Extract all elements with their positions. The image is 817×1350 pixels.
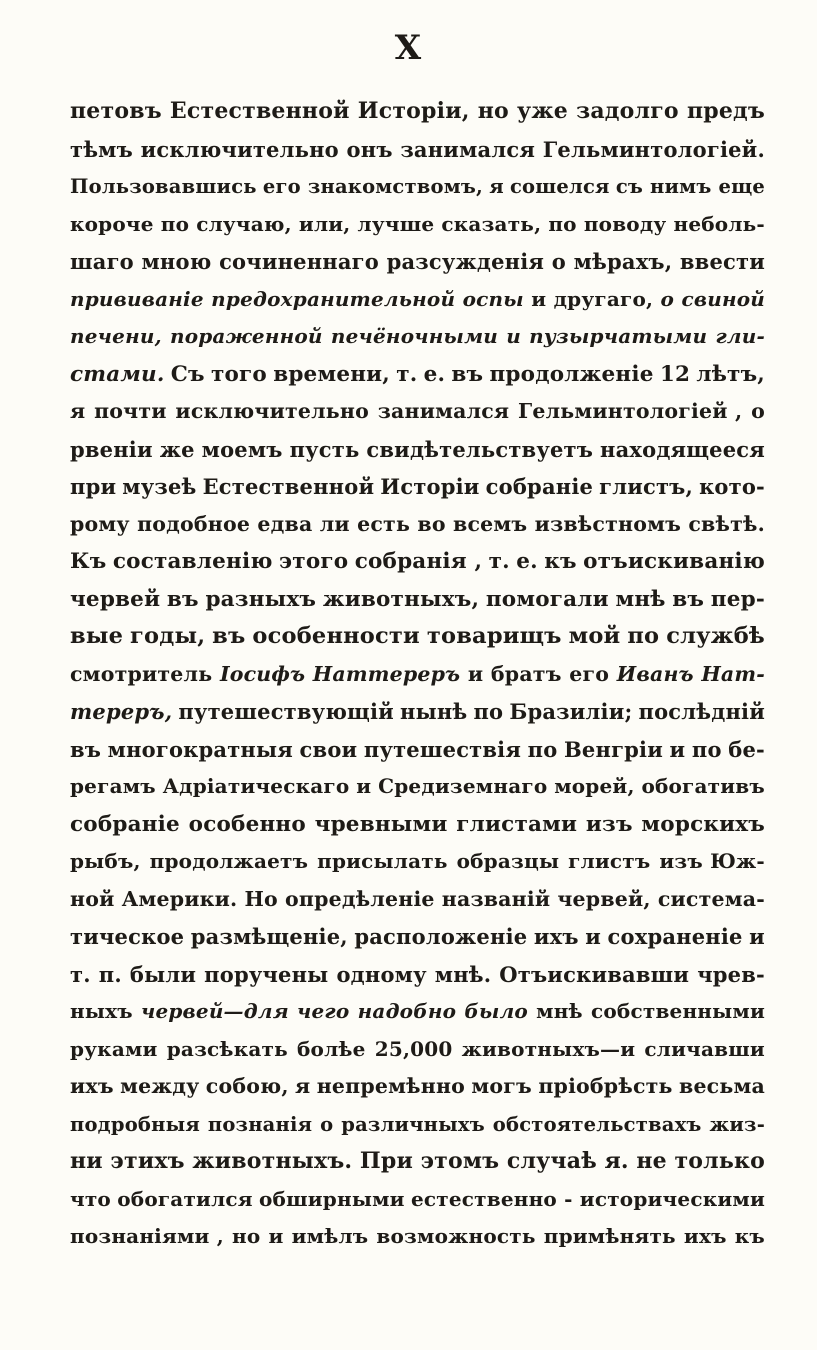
word: и xyxy=(669,736,686,762)
word: ныхъ xyxy=(70,999,133,1023)
word: собранія , xyxy=(354,549,483,574)
word: Отъискивавши xyxy=(499,961,690,987)
word: едва xyxy=(257,511,313,536)
word: мнѣ xyxy=(536,999,583,1023)
word: т. xyxy=(396,361,418,387)
word: Пользовавшись xyxy=(70,175,257,198)
word: исключительно xyxy=(140,136,339,162)
italic-word: свиной xyxy=(681,286,765,311)
word: кото- xyxy=(699,474,765,499)
word: отъискиванію xyxy=(583,549,765,574)
italic-word: печёночными xyxy=(330,324,499,348)
word: присылать xyxy=(317,849,448,873)
word: Исторіи, xyxy=(357,98,470,124)
italic-word: прививаніе xyxy=(70,286,204,311)
word: разныхъ xyxy=(205,586,317,612)
word: и xyxy=(531,286,547,311)
word: я xyxy=(295,1074,311,1098)
text-line xyxy=(70,956,765,994)
word: ихъ xyxy=(683,1224,727,1248)
word: собраніе xyxy=(485,474,594,499)
word: я xyxy=(489,175,504,198)
text-line xyxy=(70,881,765,919)
word: 25,000 xyxy=(374,1036,453,1061)
text-line xyxy=(70,468,765,506)
word: одному xyxy=(336,961,427,987)
italic-word: предохранительной xyxy=(211,286,456,311)
italic-word: Іосифъ xyxy=(219,661,306,686)
word: естественно - историческими xyxy=(410,1186,765,1211)
word: Бразиліи; xyxy=(509,699,633,724)
word: къ xyxy=(734,1224,765,1248)
word: что xyxy=(70,1186,111,1211)
italic-word: было xyxy=(464,999,528,1023)
word: годы, xyxy=(130,623,206,649)
word: мною xyxy=(141,249,212,274)
word: пріобрѣсть xyxy=(538,1074,673,1098)
word: путешествія xyxy=(363,736,522,762)
italic-word: и xyxy=(506,324,521,348)
word: музеѣ xyxy=(122,474,197,499)
word: чрев- xyxy=(697,961,765,987)
word: или, xyxy=(298,211,351,236)
word: морскихъ xyxy=(641,811,765,837)
word: мнѣ. xyxy=(434,961,492,987)
text-line xyxy=(70,243,765,281)
word: моемъ xyxy=(201,436,283,462)
word: задолго xyxy=(576,98,679,124)
word: въ xyxy=(212,623,246,649)
word: службѣ xyxy=(666,623,765,649)
word: собственными xyxy=(591,999,765,1023)
text-line xyxy=(70,1106,765,1144)
word: тѣмъ xyxy=(70,136,133,162)
word: собою, xyxy=(205,1074,289,1098)
italic-word: червей—для xyxy=(140,999,289,1023)
word: подобное xyxy=(137,511,251,536)
word: но xyxy=(477,98,509,124)
word: тическое xyxy=(70,924,185,949)
word: сличавши xyxy=(644,1036,765,1061)
text-line xyxy=(70,806,765,844)
word: изъ Юж- xyxy=(659,849,765,873)
word: нынѣ xyxy=(400,699,468,724)
italic-word: пузырчатыми xyxy=(529,324,708,348)
word: размѣщеніе, xyxy=(190,924,348,949)
word: въ xyxy=(70,736,102,762)
word: поводу xyxy=(583,211,667,236)
word: глистъ xyxy=(568,849,651,873)
word: находящееся xyxy=(600,436,765,462)
word: многократныя xyxy=(107,736,293,762)
word: другаго, xyxy=(553,286,654,311)
word: сохраненіе xyxy=(607,924,743,949)
word: При xyxy=(359,1148,413,1174)
word: его xyxy=(569,661,610,686)
word: животныхъ—и xyxy=(461,1036,636,1061)
text-line xyxy=(70,1181,765,1219)
text-line xyxy=(70,356,765,394)
word: разсѣкать xyxy=(166,1036,288,1061)
word: онъ xyxy=(346,136,393,162)
word: собраніе xyxy=(70,811,180,837)
word: Естественной xyxy=(169,98,350,124)
word: пусть xyxy=(289,436,360,462)
word: обширными xyxy=(259,1186,405,1211)
word: въ xyxy=(451,361,484,387)
word: познанія xyxy=(207,1112,313,1136)
word: 12 xyxy=(659,361,691,387)
word: по xyxy=(548,211,577,236)
word: ихъ xyxy=(533,924,579,949)
word: братъ xyxy=(490,661,562,686)
word: Адріатическаго xyxy=(162,774,350,798)
word: продолженіе xyxy=(489,361,654,387)
word: извѣстномъ xyxy=(534,511,682,536)
word: занимался xyxy=(377,399,510,423)
word: регамъ xyxy=(70,774,156,798)
text-line xyxy=(70,1143,765,1181)
word: товарищъ xyxy=(426,623,562,649)
word: не xyxy=(636,1148,667,1174)
word: я. xyxy=(604,1148,629,1174)
word: образцы xyxy=(456,849,560,873)
word: о xyxy=(751,399,765,423)
word: Америки. xyxy=(121,886,238,911)
word: ввести xyxy=(679,249,765,274)
word: этого xyxy=(279,549,349,574)
word: Средиземнаго xyxy=(378,774,548,798)
word: глистами xyxy=(456,811,578,837)
text-line xyxy=(70,506,765,544)
word: Къ xyxy=(70,549,107,574)
word: уже xyxy=(517,98,568,124)
word: только xyxy=(674,1148,765,1174)
word: названій xyxy=(441,886,551,911)
text-line xyxy=(70,581,765,619)
word: продолжаетъ xyxy=(149,849,309,873)
word: глистъ, xyxy=(599,474,693,499)
text-line xyxy=(70,731,765,769)
body-text xyxy=(70,93,765,1256)
word: рому xyxy=(70,511,130,536)
word: свѣтѣ. xyxy=(688,511,765,536)
word: ли xyxy=(319,511,350,536)
word: этихъ xyxy=(110,1148,185,1174)
word: по xyxy=(473,699,504,724)
text-line xyxy=(70,693,765,731)
word: непремѣнно xyxy=(316,1074,466,1098)
word: по xyxy=(627,623,660,649)
word: подробныя xyxy=(70,1112,200,1136)
word: Гельминтологіей. xyxy=(542,136,765,162)
italic-word: чего xyxy=(297,999,350,1023)
word: при xyxy=(70,474,117,499)
italic-word: Иванъ xyxy=(616,661,694,686)
word: червей, xyxy=(557,886,651,911)
word: лучше xyxy=(357,211,435,236)
word: обстоятельствахъ xyxy=(492,1112,702,1136)
word: ни xyxy=(70,1148,103,1174)
word: того xyxy=(210,361,267,387)
word: же xyxy=(159,436,195,462)
text-line xyxy=(70,131,765,169)
word: рвеніи xyxy=(70,436,153,462)
italic-word: пораженной xyxy=(169,324,323,348)
text-line xyxy=(70,1031,765,1069)
word: составленію xyxy=(112,549,273,574)
word: поручены xyxy=(204,961,329,987)
word: разсужденія xyxy=(386,249,545,274)
word: петовъ xyxy=(70,98,162,124)
word: возможность xyxy=(376,1224,536,1248)
word: во всемъ xyxy=(417,511,528,536)
text-line xyxy=(70,318,765,356)
word: къ xyxy=(544,549,577,574)
word: Венгріи xyxy=(563,736,663,762)
word: червей xyxy=(70,586,161,612)
text-line xyxy=(70,168,765,206)
word: я xyxy=(70,399,86,423)
text-line xyxy=(70,206,765,244)
italic-word: о xyxy=(660,286,675,311)
word: обогативъ xyxy=(641,774,765,798)
word: различныхъ xyxy=(341,1112,485,1136)
italic-word: стами. xyxy=(70,361,165,387)
italic-word: оспы xyxy=(462,286,524,311)
word: рыбъ, xyxy=(70,849,141,873)
word: Гельминтологіей , xyxy=(518,399,743,423)
word: ной xyxy=(70,886,115,911)
word: Исторіи xyxy=(380,474,480,499)
word: познаніями , xyxy=(70,1224,224,1248)
word: и xyxy=(356,774,372,798)
word: т. xyxy=(70,961,91,987)
word: и xyxy=(268,1224,284,1248)
word: времени, xyxy=(273,361,390,387)
text-line xyxy=(70,618,765,656)
text-line xyxy=(70,843,765,881)
word: предъ xyxy=(686,98,765,124)
word: сказать, xyxy=(441,211,542,236)
word: бе- xyxy=(728,736,765,762)
word: неболь- xyxy=(673,211,765,236)
word: особенно xyxy=(188,811,306,837)
word: и xyxy=(749,924,765,949)
word: е. xyxy=(423,361,446,387)
word: но xyxy=(231,1224,261,1248)
word: его знакомствомъ, xyxy=(262,175,484,198)
word: были xyxy=(129,961,197,987)
word: ихъ xyxy=(70,1074,114,1098)
word: чревными xyxy=(314,811,448,837)
text-line xyxy=(70,1218,765,1256)
word: между xyxy=(120,1074,200,1098)
word: путешествующій xyxy=(178,699,394,724)
word: Но xyxy=(244,886,278,911)
word: о xyxy=(551,249,566,274)
word: свидѣтельствуетъ xyxy=(366,436,594,462)
word: весьма xyxy=(679,1074,765,1098)
word: сочиненнаго xyxy=(219,249,379,274)
word: занимался xyxy=(400,136,536,162)
word: морей, xyxy=(554,774,635,798)
italic-word: тереръ, xyxy=(70,699,173,724)
word: мой xyxy=(568,623,621,649)
word: по xyxy=(527,736,558,762)
word: пер- xyxy=(710,586,765,612)
word: почти xyxy=(94,399,167,423)
word: обогатился xyxy=(117,1186,253,1211)
word: сошелся xyxy=(509,175,610,198)
word: опредѣленіе xyxy=(285,886,435,911)
word: свои xyxy=(299,736,358,762)
word: лѣтъ, xyxy=(696,361,765,387)
word: системa- xyxy=(657,886,765,911)
word: Съ xyxy=(170,361,205,387)
word: по xyxy=(691,736,722,762)
text-line xyxy=(70,918,765,956)
word: случаѣ xyxy=(506,1148,597,1174)
word: болѣе xyxy=(297,1036,366,1061)
word: мнѣ xyxy=(615,586,666,612)
italic-word: Наттереръ xyxy=(312,661,461,686)
word: животныхъ. xyxy=(192,1148,353,1174)
word: примѣнять xyxy=(543,1224,676,1248)
word: изъ xyxy=(585,811,633,837)
word: послѣдній xyxy=(638,699,765,724)
word: въ xyxy=(166,586,199,612)
word: короче xyxy=(70,211,154,236)
text-line xyxy=(70,543,765,581)
text-line xyxy=(70,393,765,431)
word: Естественной xyxy=(202,474,375,499)
word: вые xyxy=(70,623,124,649)
word: п. xyxy=(98,961,122,987)
italic-word: печени, xyxy=(70,324,162,348)
word: съ нимъ еще xyxy=(615,175,765,198)
word: по xyxy=(160,211,190,236)
italic-word: надобно xyxy=(357,999,457,1023)
word: руками xyxy=(70,1036,158,1061)
word: и xyxy=(585,924,601,949)
word: о xyxy=(320,1112,334,1136)
word: случаю, xyxy=(196,211,292,236)
text-line xyxy=(70,281,765,319)
word: мѣрахъ, xyxy=(573,249,673,274)
word: т. xyxy=(488,549,510,574)
text-line xyxy=(70,93,765,131)
word: жиз- xyxy=(709,1112,765,1136)
text-line xyxy=(70,993,765,1031)
word: помогали xyxy=(485,586,609,612)
word: могъ xyxy=(471,1074,532,1098)
italic-word: Нат- xyxy=(701,661,765,686)
word: и xyxy=(467,661,484,686)
word: е. xyxy=(516,549,538,574)
word: животныхъ, xyxy=(322,586,480,612)
text-line xyxy=(70,656,765,694)
word: смотритель xyxy=(70,661,213,686)
page-number: X xyxy=(394,28,423,68)
text-line xyxy=(70,1068,765,1106)
text-line xyxy=(70,768,765,806)
text-line xyxy=(70,431,765,469)
italic-word: гли- xyxy=(715,324,765,348)
word: исключительно xyxy=(175,399,369,423)
word: особенности xyxy=(252,623,420,649)
word: шаго xyxy=(70,249,134,274)
word: есть xyxy=(357,511,411,536)
word: этомъ xyxy=(420,1148,500,1174)
word: расположеніе xyxy=(354,924,528,949)
word: имѣлъ xyxy=(291,1224,369,1248)
word: въ xyxy=(672,586,705,612)
